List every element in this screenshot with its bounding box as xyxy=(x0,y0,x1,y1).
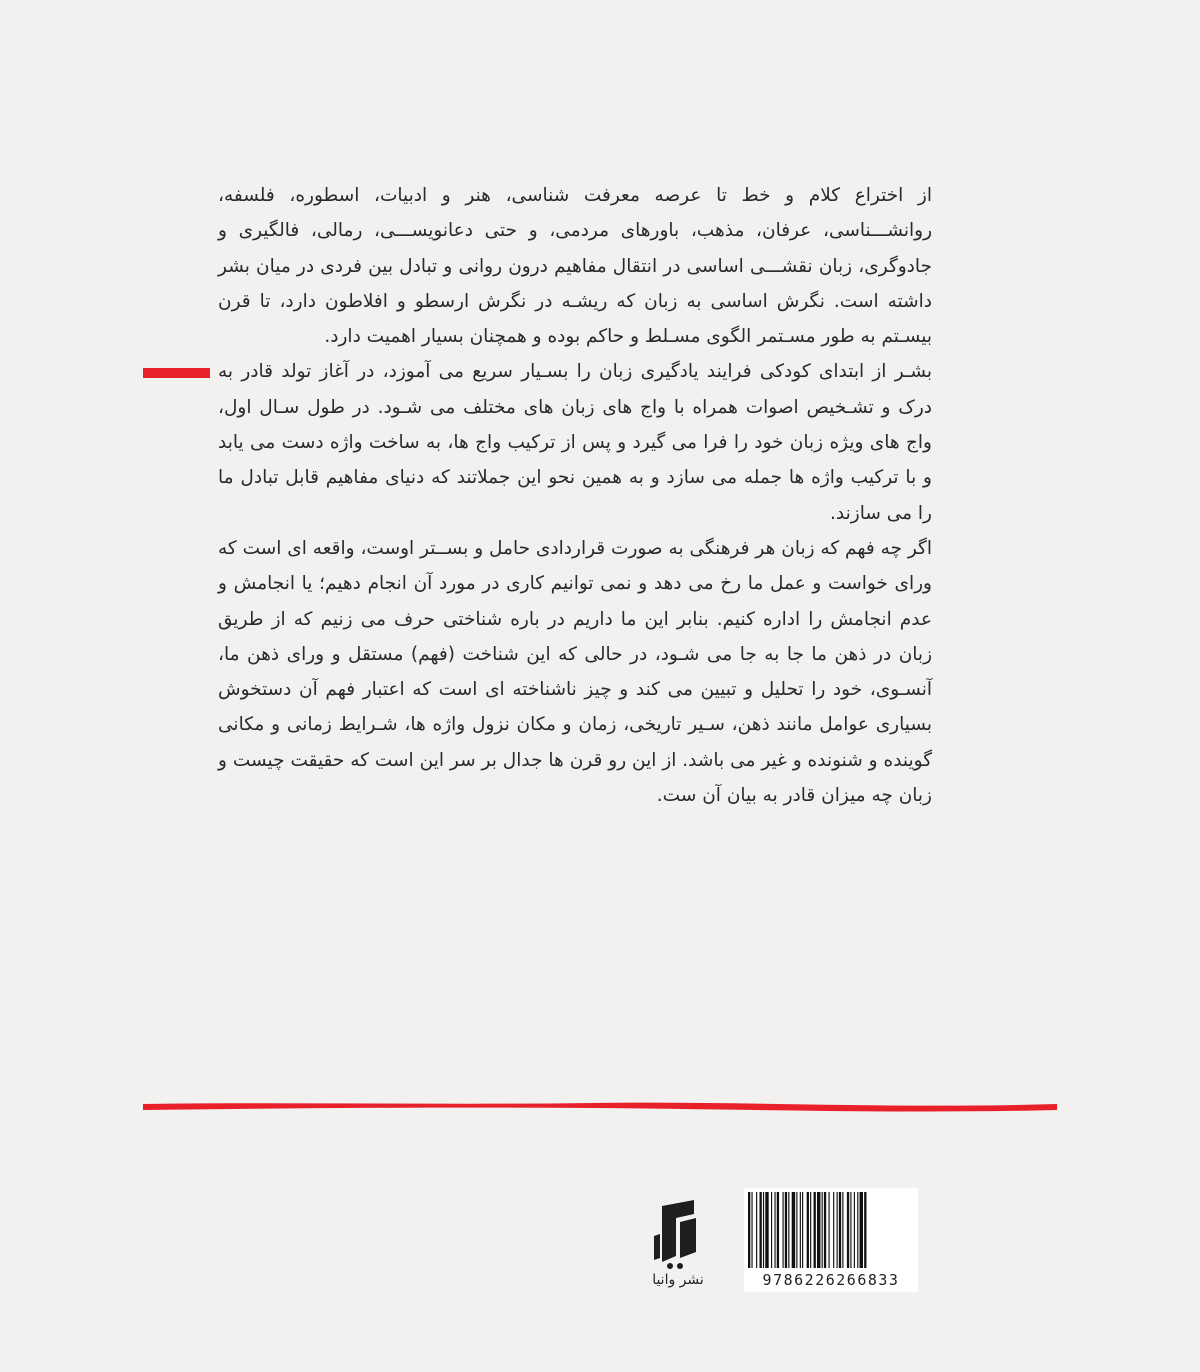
barcode-bar xyxy=(857,1192,858,1268)
barcode-bar xyxy=(842,1192,843,1268)
isbn-barcode xyxy=(744,1188,918,1292)
barcode-bar xyxy=(850,1192,851,1268)
blurb-paragraph-2: بشـر از ابتدای کودکی فرایند یادگیری زبان را بسـیار سریع می آموزد، در آغاز تولد قادر به درک و تشـخیص اصوات همراه با واج های زبان های مختلف می شـود. در طول سـال اول، واج های ویژه زبان خود را فرا می گیرد و پس از ترکیب واج ها، به ساخت واژه دست می یابد و با ترکیب واژه ها جمله می سازد و به همین نحو این جملاتند که دنیای مفاهیم قابل تبادل ما را می سازند. xyxy=(218,361,932,524)
barcode-bar xyxy=(800,1192,801,1268)
barcode-bar xyxy=(864,1192,866,1268)
barcode-bar xyxy=(814,1192,816,1268)
barcode-bar xyxy=(822,1192,823,1268)
barcode-bar xyxy=(771,1192,772,1268)
barcode-bar xyxy=(785,1192,787,1268)
barcode-bar xyxy=(751,1192,752,1268)
barcode-bar xyxy=(748,1192,750,1268)
barcode-bar xyxy=(839,1192,841,1268)
barcode-bar xyxy=(760,1192,762,1268)
barcode-bar xyxy=(788,1192,789,1268)
barcode-bar xyxy=(854,1192,855,1268)
publisher-name: نشر وانیا xyxy=(652,1272,704,1288)
barcode-bar xyxy=(817,1192,820,1268)
blurb-paragraph-1: از اختراع کلام و خط تا عرصه معرفت شناسی، هنر و ادبیات، اسطوره، فلسفه، روانشـــناسی، عرفان، مذهب، باورهای مردمی، و حتی دعانویســـی، رمالی، فالگیری و جادوگری، زبان نقشـــی اساسی در انتقال مفاهیم درون روانی و تبادل بین فردی در میان بشر داشته است. نگرش اساسی به زبان که ریشـه در نگرش ارسطو و افلاطون دارد، تا قرن بیسـتم به طور مسـتمر الگوی مسـلط و حاکم بوده و همچنان بسیار اهمیت دارد. xyxy=(218,185,932,348)
barcode-bar xyxy=(774,1192,775,1268)
red-divider-line xyxy=(143,1095,1057,1117)
barcode-bar xyxy=(860,1192,863,1268)
barcode-bar xyxy=(756,1192,757,1268)
barcode-bar xyxy=(765,1192,768,1268)
barcode-bar xyxy=(810,1192,811,1268)
red-accent-mark xyxy=(143,368,210,378)
barcode-bar xyxy=(847,1192,849,1268)
barcode-bar xyxy=(763,1192,764,1268)
publisher-logo xyxy=(640,1196,716,1292)
barcode-bar xyxy=(783,1192,784,1268)
barcode-bar xyxy=(792,1192,795,1268)
barcode-bar xyxy=(802,1192,803,1268)
barcode-bar xyxy=(829,1192,830,1268)
barcode-bar xyxy=(807,1192,809,1268)
barcode-bar xyxy=(833,1192,834,1268)
barcode-bars xyxy=(744,1188,918,1270)
blurb-text xyxy=(218,178,932,813)
blurb-paragraph-3: اگر چه فهم که زبان هر فرهنگی به صورت قراردادی حامل و بســتر اوست، واقعه ای است که ورای خواست و عمل ما رخ می دهد و نمی توانیم کاری در مورد آن انجام دهیم؛ یا انجامش و عدم انجامش را اداره کنیم. بنابر این ما داریم در باره شناختی حرف می زنیم که از طریق زبان در ذهن ما جا به جا می شـود، در حالی که این شناخت (فهم) مستقل و ورای ذهن ما، آنسـوی، خود را تحلیل و تبیین می کند و چیز ناشناخته ای است که اعتبار فهم آن دستخوش بسیاری عوامل مانند ذهن، سـیر تاریخی، زمان و مکان نزول واژه ها، شـرایط زمانی و مکانی گوینده و شنونده و غیر می باشد. از این رو قرن ها جدال بر سر این است که حقیقت چیست و زبان چه میزان قادر به بیان آن ست. xyxy=(218,537,932,807)
isbn-number: 9786226266833 xyxy=(762,1271,900,1289)
barcode-bar xyxy=(837,1192,838,1268)
barcode-bar xyxy=(824,1192,826,1268)
publisher-emblem-icon xyxy=(640,1196,716,1272)
barcode-bar xyxy=(796,1192,797,1268)
barcode-bar xyxy=(777,1192,779,1268)
